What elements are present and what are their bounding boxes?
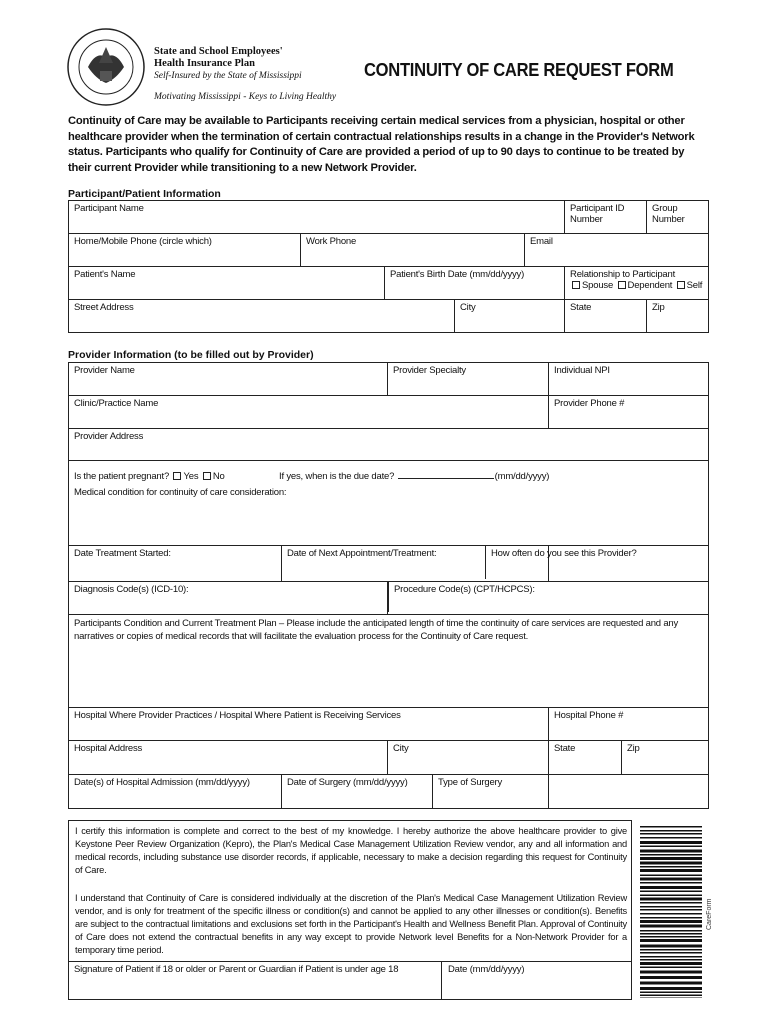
tagline: Motivating Mississippi - Keys to Living Healthy [154, 92, 337, 102]
certification-paragraph-1: I certify this information is complete and correct to the best of my knowledge. I hereby authorize the above healthcare provider to give Keystone Peer Review Organization (Kepro), the Plan's Medical Case Management Utilization Review vendor, any and all information and medical records, including substance use disorder records, if applicable, necessary to make a decision regarding this request for Continuity of Care. [75, 826, 627, 875]
hospital-address-field[interactable] [69, 741, 388, 775]
date-started-field[interactable] [69, 546, 282, 582]
state-seal-logo [66, 27, 146, 107]
admission-date-label: Date(s) of Hospital Admission (mm/dd/yyyy) [74, 777, 250, 788]
diagnosis-code-field[interactable] [69, 582, 388, 615]
due-date-format: (mm/dd/yyyy) [494, 471, 550, 482]
procedure-code-label: Procedure Code(s) (CPT/HCPCS): [388, 582, 535, 612]
zip-label: Zip [652, 302, 665, 313]
city-field[interactable] [455, 300, 565, 333]
treatment-plan-label: Participants Condition and Current Treatment Plan – Please include the anticipated length of time the continuity of care services are requested and any narratives or copies of medical records that will facilitate the evaluation process for the Continuity of Care request. [74, 618, 679, 642]
patient-name-label: Patient's Name [74, 269, 136, 280]
participant-name-label: Participant Name [74, 203, 144, 214]
org-line-2: Health Insurance Plan [154, 58, 255, 69]
pregnant-question: Is the patient pregnant? [74, 471, 170, 482]
hospital-zip-field[interactable] [622, 741, 645, 774]
next-appointment-label: Date of Next Appointment/Treatment: [287, 548, 437, 559]
provider-specialty-label: Provider Specialty [393, 365, 466, 376]
medical-condition-label: Medical condition for continuity of care consideration: [74, 486, 287, 498]
provider-phone-label: Provider Phone # [554, 398, 625, 409]
date-started-label: Date Treatment Started: [74, 548, 171, 559]
no-checkbox[interactable] [203, 472, 211, 480]
provider-phone-field[interactable] [549, 396, 709, 429]
work-phone-field[interactable] [301, 234, 525, 267]
surgery-date-label: Date of Surgery (mm/dd/yyyy) [287, 777, 408, 788]
participant-id-field[interactable] [565, 201, 647, 234]
admission-date-field[interactable] [69, 775, 282, 809]
side-form-id: CareForm [706, 898, 713, 930]
provider-specialty-field[interactable] [388, 363, 549, 396]
diagnosis-code-label: Diagnosis Code(s) (ICD-10): [74, 584, 189, 595]
hospital-city-label: City [393, 743, 409, 754]
due-date-question: If yes, when is the due date? [279, 471, 395, 482]
dependent-checkbox[interactable] [618, 281, 626, 289]
signature-date-field[interactable] [443, 962, 529, 977]
hospital-phone-label: Hospital Phone # [554, 710, 624, 721]
email-label: Email [530, 236, 553, 247]
spouse-checkbox[interactable] [572, 281, 580, 289]
birth-date-field[interactable] [385, 267, 565, 300]
certification-paragraph-2: I understand that Continuity of Care is considered individually at the discretion of the Plan's Medical Case Management Utilization Review vendor, and is only for treatment of the specific illness or condition(s) and cannot be applied to any other illnesses or condition(s). Benefits are subject to the contractual limitations and exclusions set forth in the Participant's Health and Wellness Benefit Plan. Approval of Continuity of Care does not extend the contractual benefits in any way except to provide Network level Benefits for a Non-Network Provider for a temporary time period. [75, 893, 627, 955]
participant-id-label: Participant ID Number [570, 203, 625, 225]
home-phone-field[interactable] [69, 234, 301, 267]
yes-checkbox[interactable] [173, 472, 181, 480]
hospital-name-label: Hospital Where Provider Practices / Hospital Where Patient is Receiving Services [74, 710, 401, 721]
how-often-label: How often do you see this Provider? [485, 546, 637, 579]
org-line-1: State and School Employees' [154, 46, 283, 57]
spouse-label: Spouse [582, 280, 614, 291]
hospital-address-label: Hospital Address [74, 743, 143, 754]
surgery-blank [549, 775, 709, 809]
patient-name-field[interactable] [69, 267, 385, 300]
surgery-type-label: Type of Surgery [438, 777, 503, 788]
how-often-field[interactable] [491, 546, 709, 582]
procedure-code-field[interactable] [388, 582, 709, 615]
treatment-plan-field[interactable] [69, 615, 709, 708]
provider-address-label: Provider Address [74, 431, 144, 442]
medical-condition-field[interactable] [69, 485, 709, 546]
street-address-field[interactable] [69, 300, 455, 333]
zip-field[interactable] [647, 300, 709, 333]
participant-table [68, 200, 709, 333]
hospital-state-zip [549, 741, 709, 775]
intro-paragraph: Continuity of Care may be available to Participants receiving certain medical services from a physician, hospital or other healthcare provider when the termination of certain contractual relationships results in a change in the Provider's Network status. Participants who qualify for Continuity of Care are provided a period of up to 90 days to continue to be treated by their current Provider while transitioning to a new Network Provider. [68, 115, 695, 174]
provider-address-field[interactable] [69, 429, 709, 461]
organization-name [154, 46, 302, 82]
provider-name-field[interactable] [69, 363, 388, 396]
surgery-date-field[interactable] [282, 775, 433, 808]
npi-label: Individual NPI [554, 365, 610, 376]
relationship-label: Relationship to Participant [570, 269, 676, 280]
hospital-zip-label: Zip [627, 743, 640, 754]
signature-row [69, 961, 631, 999]
due-date-input[interactable] [398, 478, 494, 479]
surgery-fields [282, 775, 549, 809]
yes-label: Yes [183, 471, 199, 482]
work-phone-label: Work Phone [306, 236, 357, 247]
signature-date-label: Date (mm/dd/yyyy) [448, 964, 525, 975]
no-label: No [212, 471, 225, 482]
provider-name-label: Provider Name [74, 365, 135, 376]
email-field[interactable] [525, 234, 709, 267]
hospital-state-label: State [554, 743, 576, 754]
participant-name-field[interactable] [69, 201, 565, 234]
group-number-label: Group Number [652, 203, 685, 225]
certification-box [68, 820, 632, 1000]
form-title: CONTINUITY OF CARE REQUEST FORM [364, 60, 674, 80]
state-label: State [570, 302, 592, 313]
signature-field[interactable] [69, 962, 442, 999]
state-field[interactable] [565, 300, 647, 333]
self-checkbox[interactable] [677, 281, 685, 289]
org-line-3: Self-Insured by the State of Mississippi [154, 71, 302, 81]
dependent-label: Dependent [627, 280, 673, 291]
home-phone-label: Home/Mobile Phone (circle which) [74, 236, 212, 247]
birth-date-label: Patient's Birth Date (mm/dd/yyyy) [390, 269, 525, 280]
hospital-phone-field[interactable] [549, 708, 709, 741]
clinic-name-label: Clinic/Practice Name [74, 398, 159, 409]
city-label: City [460, 302, 476, 313]
participant-section-title: Participant/Patient Information [68, 188, 221, 200]
group-number-field[interactable] [647, 201, 709, 234]
hospital-state-field[interactable] [549, 741, 622, 774]
relationship-field [565, 267, 709, 300]
npi-field[interactable] [549, 363, 709, 396]
pregnancy-row [69, 461, 709, 485]
hospital-name-field[interactable] [69, 708, 549, 741]
clinic-name-field[interactable] [69, 396, 549, 429]
provider-table [68, 362, 709, 809]
hospital-city-field[interactable] [388, 741, 549, 775]
barcode [640, 826, 702, 998]
street-address-label: Street Address [74, 302, 134, 313]
provider-section-title: Provider Information (to be filled out by Provider) [68, 349, 314, 361]
signature-label: Signature of Patient if 18 or older or Parent or Guardian if Patient is under age 18 [74, 964, 399, 975]
self-label: Self [686, 280, 703, 291]
surgery-type-field[interactable] [433, 775, 507, 808]
